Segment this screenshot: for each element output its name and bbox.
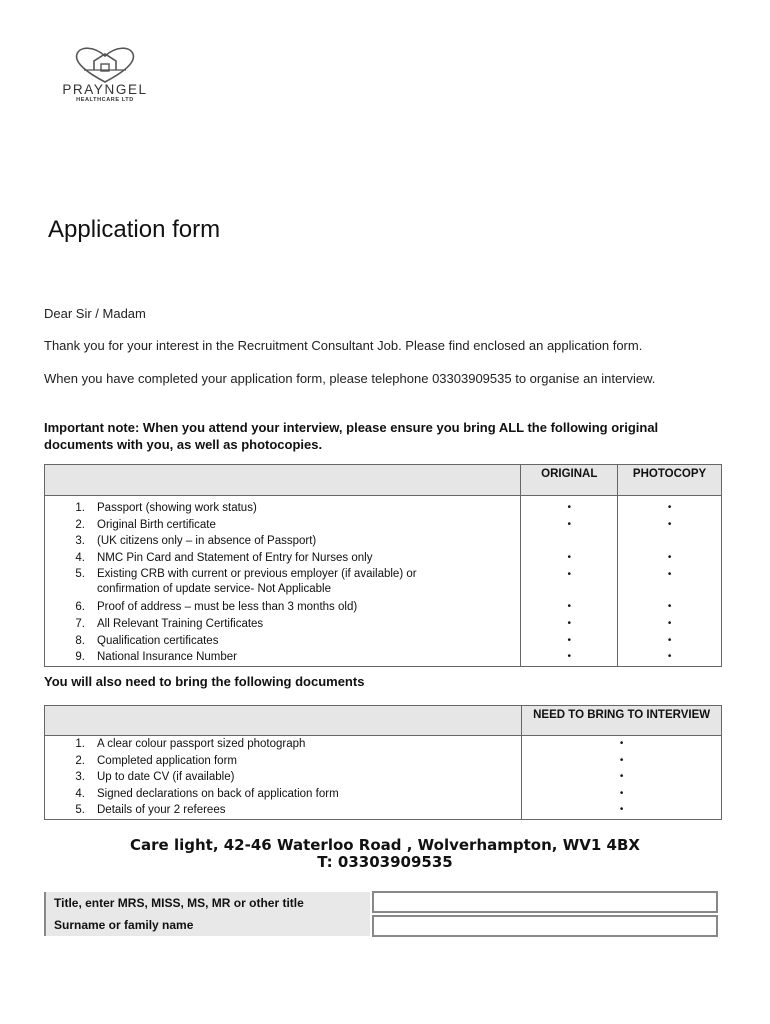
list-item: 1. Passport (showing work status) — [75, 502, 257, 514]
surname-label: Surname or family name — [44, 914, 370, 936]
bullet: • — [567, 634, 571, 646]
bullet: • — [567, 502, 571, 513]
original-column — [521, 496, 618, 667]
surname-input[interactable] — [372, 915, 718, 937]
bullet: • — [667, 502, 672, 513]
list-item: 9. National Insurance Number — [75, 651, 237, 664]
additional-documents-heading: You will also need to bring the following documents — [44, 674, 365, 689]
need-to-bring-column — [522, 736, 722, 820]
instructions-paragraph: When you have completed your application form, please telephone 03303909535 to organise an interview. — [44, 371, 656, 386]
logo-subtitle: HEALTHCARE LTD — [76, 97, 134, 103]
list-item: 2. Original Birth certificate — [75, 518, 216, 531]
bullet: • — [619, 787, 624, 799]
bullet: • — [567, 601, 571, 613]
bullet: • — [567, 651, 571, 663]
intro-paragraph: Thank you for your interest in the Recruitment Consultant Job. Please find enclosed an application form. — [44, 338, 643, 353]
company-phone: T: 03303909535 — [317, 853, 453, 871]
list-item: 5. Existing CRB with current or previous employer (if available) or confirmation of update service- Not Applicable — [75, 568, 417, 596]
column-header-original: ORIGINAL — [521, 465, 618, 496]
bullet: • — [567, 551, 571, 563]
bullet: • — [667, 518, 672, 530]
bullet: • — [667, 651, 672, 663]
bullet: • — [667, 601, 672, 613]
bullet: • — [567, 518, 571, 530]
bullet: • — [667, 634, 672, 646]
list-item: 6. Proof of address – must be less than 3 months old) — [75, 601, 358, 614]
list-item: 3. (UK citizens only – in absence of Passport) — [75, 535, 317, 548]
list-item: 7. All Relevant Training Certificates — [75, 617, 264, 630]
documents-table — [44, 464, 722, 667]
salutation: Dear Sir / Madam — [44, 306, 146, 321]
important-note: Important note: When you attend your interview, please ensure you bring ALL the following original documents with you, as well as photocopies. — [44, 420, 659, 452]
bullet: • — [567, 569, 571, 581]
bullet: • — [619, 804, 624, 816]
interview-document-list — [45, 736, 522, 820]
bullet: • — [619, 771, 624, 783]
table-header-empty — [45, 706, 522, 736]
bullet: • — [667, 551, 672, 563]
list-item: 4. NMC Pin Card and Statement of Entry for Nurses only — [75, 551, 373, 564]
photocopy-column — [618, 496, 722, 667]
bullet: • — [667, 569, 672, 581]
list-item: 8. Qualification certificates — [75, 634, 219, 647]
list-item: 1. A clear colour passport sized photograph — [75, 738, 306, 750]
interview-documents-table — [44, 705, 722, 820]
bullet: • — [619, 754, 624, 766]
list-item: 5. Details of your 2 referees — [75, 804, 226, 817]
column-header-photocopy: PHOTOCOPY — [618, 465, 722, 496]
document-list — [45, 496, 521, 667]
table-header-empty — [45, 465, 521, 496]
logo-name: PRAYNGEL — [62, 82, 148, 97]
title-label: Title, enter MRS, MISS, MS, MR or other title — [44, 892, 370, 914]
bullet: • — [567, 617, 571, 629]
bullet: • — [619, 738, 624, 749]
personal-details-form — [44, 889, 720, 939]
list-item: 2. Completed application form — [75, 754, 237, 767]
column-header-need-to-bring: NEED TO BRING TO INTERVIEW — [522, 706, 722, 736]
page-title: Application form — [48, 216, 221, 243]
company-address: Care light, 42-46 Waterloo Road , Wolverhampton, WV1 4BX — [130, 836, 640, 854]
bullet: • — [667, 617, 672, 629]
list-item: 4. Signed declarations on back of application form — [75, 787, 339, 800]
title-input[interactable] — [372, 891, 718, 913]
list-item: 3. Up to date CV (if available) — [75, 771, 235, 784]
